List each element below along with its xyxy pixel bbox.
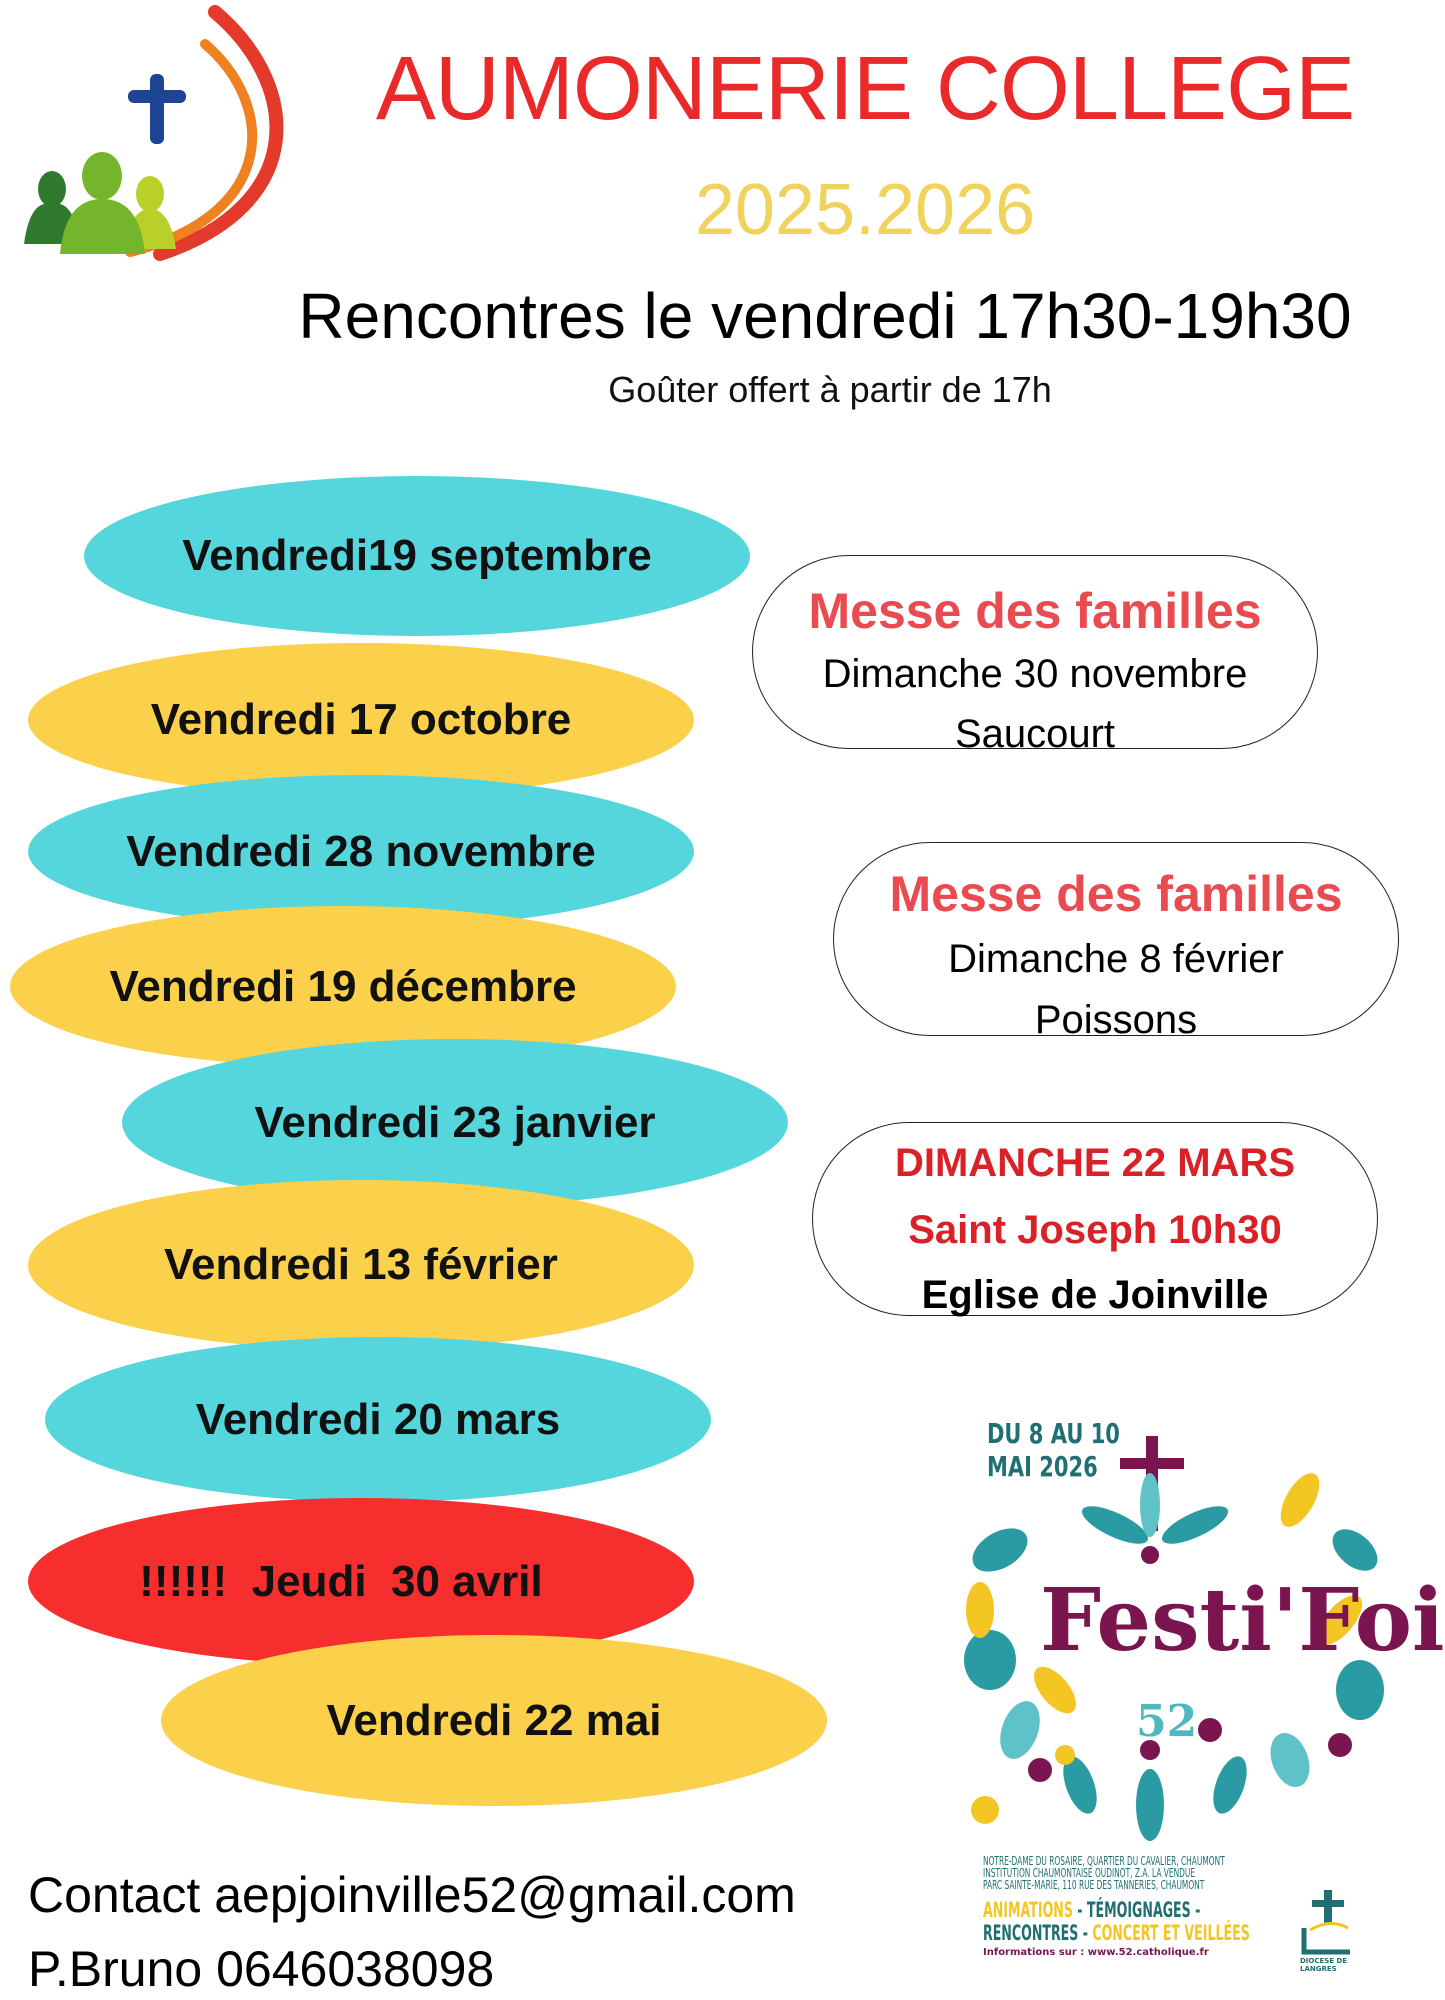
- festival-venue: PARC SAINTE-MARIE, 110 RUE DES TANNERIES, CHAUMONT: [983, 1878, 1205, 1892]
- festival-activities: [983, 1900, 1200, 1921]
- event-place: Eglise de Joinville: [921, 1273, 1269, 1317]
- date-bubble: [28, 643, 694, 797]
- event-box: [812, 1122, 1378, 1316]
- festival-name-part: Festi: [1040, 1570, 1272, 1671]
- date-label: Vendredi 19 décembre: [109, 961, 577, 1011]
- event-place: Poissons: [1034, 998, 1198, 1042]
- festival-number: 52: [1136, 1696, 1198, 1747]
- date-bubble: [28, 775, 694, 928]
- date-label: Vendredi19 septembre: [182, 531, 652, 580]
- date-bubble: [122, 1039, 788, 1206]
- festival-dates: MAI 2026: [987, 1450, 1098, 1483]
- date-label: Vendredi 17 octobre: [150, 695, 572, 744]
- event-box: [833, 842, 1399, 1042]
- school-year: 2025.2026: [694, 170, 1036, 250]
- date-label: Vendredi 23 janvier: [254, 1097, 656, 1147]
- festival-name-part: 'Foi: [1271, 1570, 1445, 1671]
- event-place: Saucourt: [954, 712, 1116, 756]
- event-date: Dimanche 30 novembre: [822, 652, 1248, 696]
- date-bubble: [84, 476, 750, 636]
- activity: RENCONTRES: [983, 1921, 1079, 1945]
- snack-info: Goûter offert à partir de 17h: [608, 369, 1052, 410]
- date-bubble: [161, 1635, 827, 1806]
- date-bubble: [45, 1337, 711, 1502]
- date-label: Vendredi 22 mai: [326, 1695, 662, 1745]
- activity: CONCERT ET VEILLÉES: [1092, 1921, 1250, 1945]
- chaplaincy-logo: [10, 4, 310, 264]
- contact-email: Contact aepjoinville52@gmail.com: [28, 1867, 796, 1923]
- festival-activities: [983, 1923, 1250, 1944]
- page-title: AUMONERIE COLLEGE: [375, 39, 1355, 139]
- activity: ANIMATIONS: [983, 1898, 1073, 1922]
- date-bubble: [28, 1180, 694, 1350]
- activity: -: [1078, 1921, 1093, 1945]
- activity: - TÉMOIGNAGES -: [1072, 1898, 1201, 1922]
- diocese-logo: [1300, 1888, 1358, 1956]
- event-title: Messe des familles: [889, 866, 1343, 922]
- festival-name: [1040, 1570, 1445, 1671]
- meeting-info: Rencontres le vendredi 17h30-19h30: [298, 280, 1352, 352]
- event-time: Saint Joseph 10h30: [908, 1208, 1282, 1252]
- festival-dates: DU 8 AU 10: [987, 1417, 1120, 1450]
- festival-venue: INSTITUTION CHAUMONTAISE OUDINOT, Z.A. LA VENDUE: [983, 1866, 1196, 1880]
- date-label: !!!!!! Jeudi 30 avril: [139, 1556, 543, 1606]
- date-label: Vendredi 13 février: [164, 1240, 558, 1289]
- date-label: Vendredi 20 mars: [195, 1394, 561, 1444]
- festival-venue: NOTRE-DAME DU ROSAIRE, QUARTIER DU CAVALIER, CHAUMONT: [983, 1854, 1225, 1868]
- festival-info: Informations sur : www.52.catholique.fr: [983, 1947, 1209, 1958]
- event-title: DIMANCHE 22 MARS: [894, 1141, 1296, 1185]
- event-title: Messe des familles: [808, 583, 1262, 639]
- contact-phone: P.Bruno 0646038098: [28, 1941, 495, 1997]
- event-date: Dimanche 8 février: [948, 937, 1284, 981]
- event-box: [752, 555, 1318, 756]
- date-label: Vendredi 28 novembre: [126, 826, 596, 876]
- festival-poster: [960, 1400, 1445, 2000]
- diocese-logo-text: DIOCESE DE LANGRES: [1300, 1957, 1348, 1973]
